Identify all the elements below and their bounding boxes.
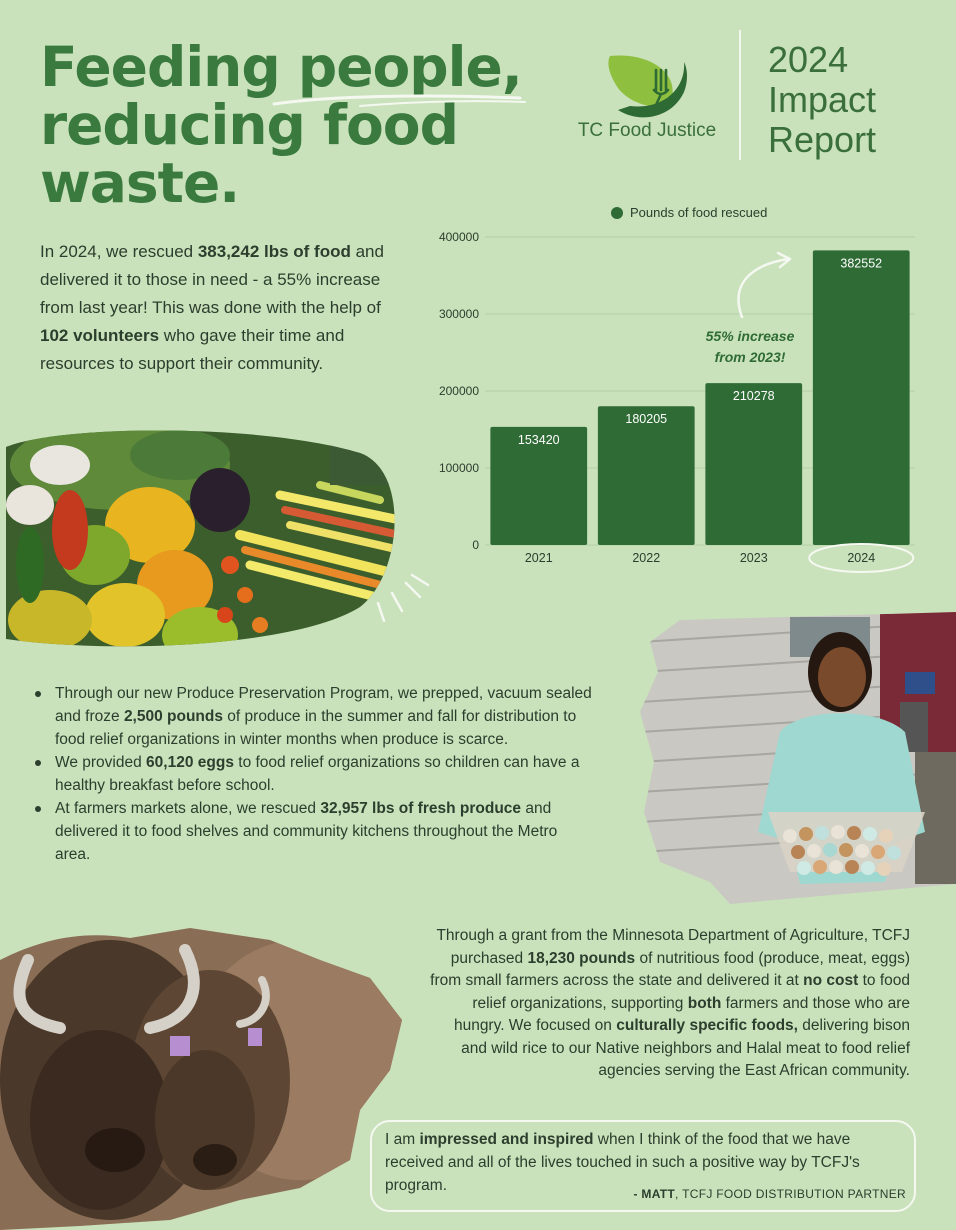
- bullet-highlight: 32,957 lbs of fresh produce: [320, 800, 522, 817]
- bison-photo: [0, 920, 410, 1230]
- logo-divider: [739, 30, 741, 160]
- quote-text-2: when I think of the food that we have received and all of the lives touched in such a positive way by TCFJ's program.: [385, 1131, 860, 1194]
- grant-highlight-cost: no cost: [803, 972, 859, 989]
- list-item: [35, 797, 595, 866]
- bar-value-label: 382552: [840, 256, 883, 271]
- headline-line-1: Feeding people,: [40, 35, 522, 99]
- testimonial-attribution: [600, 1187, 906, 1201]
- headline-line-3: waste.: [40, 151, 240, 215]
- grant-text-3: to food relief organizations, supporting: [472, 972, 910, 1012]
- quote-author-role: , TCFJ FOOD DISTRIBUTION PARTNER: [675, 1187, 906, 1201]
- report-title: [768, 40, 948, 160]
- bullet-highlight: 2,500 pounds: [123, 708, 223, 725]
- program-highlights-list: [35, 682, 595, 866]
- quote-highlight: impressed and inspired: [419, 1131, 594, 1148]
- chart-bar-2024: [813, 250, 910, 545]
- y-tick-label: 200000: [438, 384, 479, 398]
- x-tick-label: 2023: [739, 551, 768, 565]
- chart-annotation-line-2: from 2023!: [714, 349, 786, 365]
- grant-highlight-both: both: [687, 994, 722, 1012]
- bullet-text: of produce in the summer and fall for distribution to food relief organizations in winter months when produce is scarce.: [55, 708, 577, 748]
- report-title-line-3: Report: [768, 119, 877, 160]
- headline-underline-decoration: [270, 92, 530, 112]
- x-tick-label: 2022: [632, 551, 661, 565]
- bullet-text: and delivered it to food shelves and community kitchens throughout the Metro area.: [55, 800, 558, 863]
- x-tick-label: 2021: [524, 551, 553, 565]
- bar-value-label: 180205: [625, 412, 668, 427]
- chart-bar-2022: [598, 406, 695, 545]
- intro-text-1: In 2024, we rescued: [40, 242, 198, 261]
- intro-text-3: who gave their time and resources to support their community.: [40, 326, 345, 373]
- bar-value-label: 153420: [517, 432, 560, 447]
- y-tick-label: 100000: [438, 461, 479, 475]
- grant-highlight-culture: culturally specific foods,: [616, 1017, 798, 1034]
- intro-text-2: and delivered it to those in need - a 55% increase from last year! This was done with the help of: [40, 242, 384, 317]
- intro-highlight-volunteers: 102 volunteers: [40, 326, 160, 345]
- chart-annotation-line-1: 55% increase: [705, 328, 795, 344]
- bullet-text: to food relief organizations so children can have a healthy breakfast before school.: [55, 754, 580, 794]
- chart-bar-2023: [705, 383, 802, 545]
- list-item: [35, 751, 595, 797]
- grant-text-1: Through a grant from the Minnesota Department of Agriculture, TCFJ purchased: [436, 927, 910, 967]
- quote-author: - MATT: [633, 1187, 676, 1201]
- grant-text-2: of nutritious food (produce, meat, eggs) from small farmers across the state and delivered it at: [430, 949, 910, 989]
- grant-text-5: delivering bison and wild rice to our Native neighbors and Halal meat to food relief agencies serving the East African community.: [461, 1017, 910, 1079]
- food-rescued-bar-chart: [420, 195, 930, 590]
- bullet-highlight: 60,120 eggs: [146, 754, 234, 771]
- girl-with-eggs-photo: [640, 612, 956, 912]
- legend-label: Pounds of food rescued: [630, 205, 768, 220]
- y-tick-label: 0: [472, 538, 479, 552]
- bullet-text: Through our new Produce Preservation Program, we prepped, vacuum sealed and froze: [55, 685, 592, 725]
- bullet-text: We provided: [55, 754, 147, 771]
- grant-paragraph: [430, 925, 910, 1083]
- y-tick-label: 400000: [438, 230, 479, 244]
- intro-paragraph: [40, 238, 405, 378]
- headline-line-2: reducing food: [40, 93, 458, 157]
- grant-highlight-pounds: 18,230 pounds: [527, 949, 636, 967]
- intro-highlight-food: 383,242 lbs of food: [197, 242, 351, 261]
- report-title-line-2: Impact: [768, 79, 877, 120]
- vegetables-photo: [0, 425, 440, 660]
- y-tick-label: 300000: [438, 307, 479, 321]
- page-headline: [40, 35, 560, 215]
- list-item: [35, 682, 595, 751]
- grant-text-4: farmers and those who are hungry. We focused on: [453, 994, 910, 1034]
- report-year: 2024: [768, 39, 849, 80]
- brand-name: TC Food Justice: [577, 120, 717, 141]
- legend-marker: [611, 207, 623, 219]
- quote-text-1: I am: [385, 1131, 420, 1148]
- x-tick-label: 2024: [847, 551, 876, 565]
- bar-value-label: 210278: [732, 389, 775, 404]
- bullet-text: At farmers markets alone, we rescued: [55, 800, 321, 817]
